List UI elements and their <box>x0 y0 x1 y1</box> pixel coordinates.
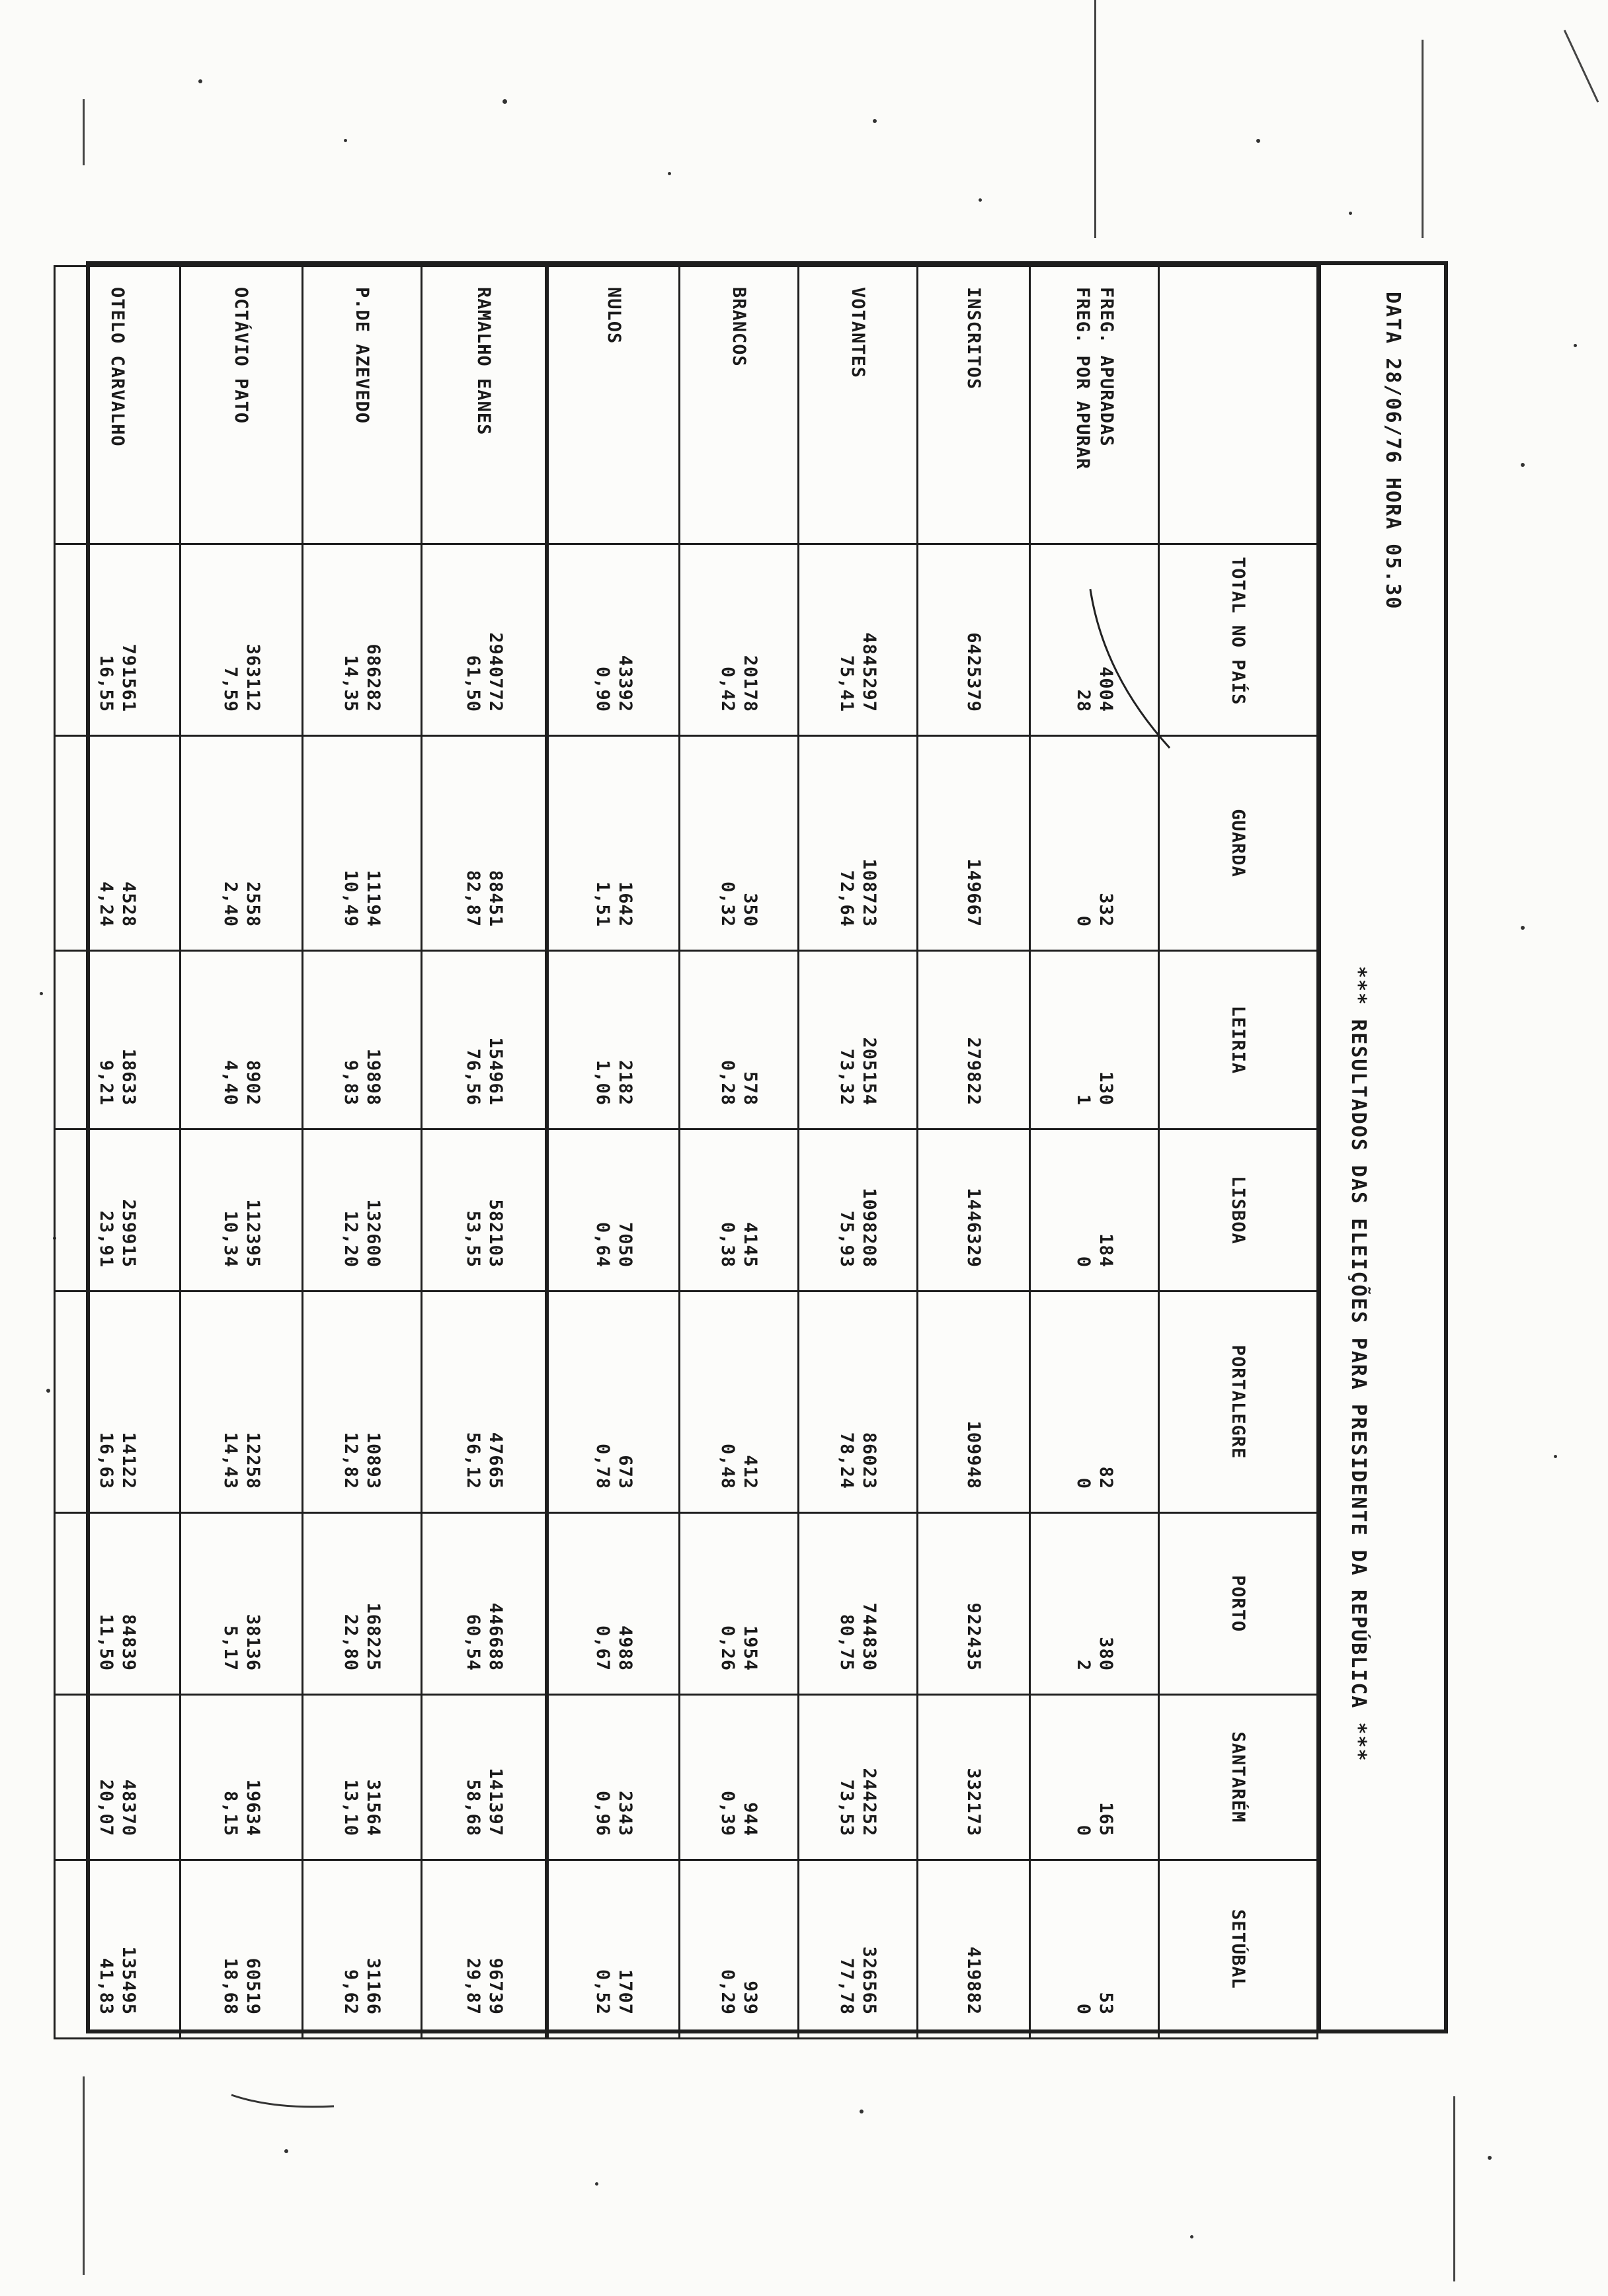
column-header: PORTO <box>1159 1513 1318 1695</box>
sheet-header <box>1318 265 1444 2030</box>
table-cell: 1098208 75,93 <box>799 1129 918 1292</box>
table-cell: 38136 5,17 <box>181 1513 303 1695</box>
scan-speck <box>40 992 43 995</box>
scan-speck <box>1554 1455 1557 1458</box>
table-cell: 582103 53,55 <box>422 1129 547 1292</box>
results-table <box>54 265 1318 2039</box>
table-cell: 18633 9,21 <box>55 951 181 1129</box>
table-cell: 108723 72,64 <box>799 736 918 951</box>
scan-speck <box>860 2110 864 2113</box>
row-label: RAMALHO EANES <box>422 266 547 544</box>
table-cell: 135495 41,83 <box>55 1860 181 2039</box>
table-cell: 31166 9,62 <box>303 1860 422 2039</box>
page-title: *** RESULTADOS DAS ELEIÇÕES PARA PRESIDENTE DA REPÚBLICA *** <box>1347 966 1370 1762</box>
table-cell: 259915 23,91 <box>55 1129 181 1292</box>
table-cell: 12258 14,43 <box>181 1292 303 1513</box>
table-cell: 2343 0,96 <box>547 1695 680 1860</box>
table-cell: 332173 <box>918 1695 1030 1860</box>
table-cell: 10893 12,82 <box>303 1292 422 1513</box>
scan-edge-line <box>83 99 85 165</box>
scan-speck <box>1521 926 1525 930</box>
corner-cell <box>1159 266 1318 544</box>
table-cell: 112395 10,34 <box>181 1129 303 1292</box>
column-header: TOTAL NO PAÍS <box>1159 544 1318 736</box>
scan-speck <box>46 1389 50 1393</box>
table-cell: 673 0,78 <box>547 1292 680 1513</box>
scan-speck <box>1190 2235 1193 2238</box>
scan-speck <box>284 2149 288 2153</box>
scan-speck <box>873 119 877 123</box>
table-cell: 380 2 <box>1030 1513 1159 1695</box>
scan-speck <box>1349 212 1352 215</box>
table-cell: 19634 8,15 <box>181 1695 303 1860</box>
table-cell: 205154 73,32 <box>799 951 918 1129</box>
table-cell: 11194 10,49 <box>303 736 422 951</box>
table-cell: 279822 <box>918 951 1030 1129</box>
table-cell: 48370 20,07 <box>55 1695 181 1860</box>
scan-edge-line <box>1564 30 1599 102</box>
table-cell: 2558 2,40 <box>181 736 303 951</box>
table-cell: 82 0 <box>1030 1292 1159 1513</box>
scan-speck <box>502 99 507 104</box>
table-cell: 744830 80,75 <box>799 1513 918 1695</box>
table-cell: 2940772 61,50 <box>422 544 547 736</box>
table-row <box>55 266 181 2039</box>
table-row <box>422 266 547 2039</box>
table-cell: 60519 18,68 <box>181 1860 303 2039</box>
table-cell: 84839 11,50 <box>55 1513 181 1695</box>
table-cell: 31564 13,10 <box>303 1695 422 1860</box>
table-cell: 412 0,48 <box>680 1292 799 1513</box>
table-cell: 326565 77,78 <box>799 1860 918 2039</box>
table-cell: 4145 0,38 <box>680 1129 799 1292</box>
column-header: SETÚBAL <box>1159 1860 1318 2039</box>
table-cell: 88451 82,87 <box>422 736 547 951</box>
table-cell: 922435 <box>918 1513 1030 1695</box>
table-cell: 168225 22,80 <box>303 1513 422 1695</box>
table-cell: 1642 1,51 <box>547 736 680 951</box>
table-cell: 86023 78,24 <box>799 1292 918 1513</box>
table-row <box>918 266 1030 2039</box>
table-cell: 7050 0,64 <box>547 1129 680 1292</box>
table-cell: 141397 58,68 <box>422 1695 547 1860</box>
table-cell: 4988 0,67 <box>547 1513 680 1695</box>
row-label: INSCRITOS <box>918 266 1030 544</box>
scan-speck <box>595 2182 598 2186</box>
table-cell: 2182 1,06 <box>547 951 680 1129</box>
table-cell: 4004 28 <box>1030 544 1159 736</box>
scan-speck <box>344 139 347 142</box>
table-cell: 332 0 <box>1030 736 1159 951</box>
column-header: GUARDA <box>1159 736 1318 951</box>
table-cell: 14122 16,63 <box>55 1292 181 1513</box>
table-cell: 43392 0,90 <box>547 544 680 736</box>
column-header: PORTALEGRE <box>1159 1292 1318 1513</box>
date-time-stamp: DATA 28/06/76 HORA 05.30 <box>1381 292 1404 610</box>
row-label: OTELO CARVALHO <box>55 266 181 544</box>
table-cell: 109948 <box>918 1292 1030 1513</box>
pen-mark <box>228 2090 341 2116</box>
table-row <box>799 266 918 2039</box>
table-cell: 1954 0,26 <box>680 1513 799 1695</box>
scan-edge-line <box>1453 2096 1455 2281</box>
table-cell: 130 1 <box>1030 951 1159 1129</box>
row-label: VOTANTES <box>799 266 918 544</box>
table-cell: 8902 4,40 <box>181 951 303 1129</box>
table-cell: 154961 76,56 <box>422 951 547 1129</box>
table-cell: 20178 0,42 <box>680 544 799 736</box>
table-cell: 1446329 <box>918 1129 1030 1292</box>
column-header: SANTARÉM <box>1159 1695 1318 1860</box>
table-cell: 791561 16,55 <box>55 544 181 736</box>
row-label: OCTÁVIO PATO <box>181 266 303 544</box>
table-row <box>680 266 799 2039</box>
table-cell: 939 0,29 <box>680 1860 799 2039</box>
table-cell: 686282 14,35 <box>303 544 422 736</box>
scan-speck <box>668 172 671 175</box>
table-cell: 244252 73,53 <box>799 1695 918 1860</box>
row-label: BRANCOS <box>680 266 799 544</box>
table-cell: 419882 <box>918 1860 1030 2039</box>
scan-speck <box>1521 463 1525 467</box>
row-label: NULOS <box>547 266 680 544</box>
table-cell: 578 0,28 <box>680 951 799 1129</box>
table-cell: 53 0 <box>1030 1860 1159 2039</box>
table-cell: 165 0 <box>1030 1695 1159 1860</box>
table-cell: 6425379 <box>918 544 1030 736</box>
scan-edge-line <box>1422 40 1424 238</box>
scan-speck <box>1574 344 1577 347</box>
column-header: LEIRIA <box>1159 951 1318 1129</box>
table-cell: 149667 <box>918 736 1030 951</box>
row-label: FREG. APURADAS FREG. POR APURAR <box>1030 266 1159 544</box>
table-cell: 944 0,39 <box>680 1695 799 1860</box>
table-cell: 96739 29,87 <box>422 1860 547 2039</box>
table-row <box>1030 266 1159 2039</box>
scan-speck <box>979 198 982 202</box>
table-cell: 4528 4,24 <box>55 736 181 951</box>
pen-mark <box>1084 583 1183 755</box>
table-cell: 132600 12,20 <box>303 1129 422 1292</box>
row-label: P.DE AZEVEDO <box>303 266 422 544</box>
table-cell: 47665 56,12 <box>422 1292 547 1513</box>
table-row <box>181 266 303 2039</box>
table-cell: 446688 60,54 <box>422 1513 547 1695</box>
table-cell: 19898 9,83 <box>303 951 422 1129</box>
scan-edge-line <box>1094 0 1096 238</box>
scan-edge-line <box>83 2076 85 2275</box>
table-cell: 350 0,32 <box>680 736 799 951</box>
column-header: LISBOA <box>1159 1129 1318 1292</box>
table-row <box>547 266 680 2039</box>
header-row <box>1159 266 1318 2039</box>
results-sheet <box>86 261 1448 2033</box>
table-cell: 4845297 75,41 <box>799 544 918 736</box>
table-row <box>303 266 422 2039</box>
scan-speck <box>1488 2156 1492 2160</box>
table-cell: 184 0 <box>1030 1129 1159 1292</box>
scan-speck <box>1256 139 1260 143</box>
scan-speck <box>198 79 202 83</box>
table-cell: 1707 0,52 <box>547 1860 680 2039</box>
table-cell: 363112 7,59 <box>181 544 303 736</box>
